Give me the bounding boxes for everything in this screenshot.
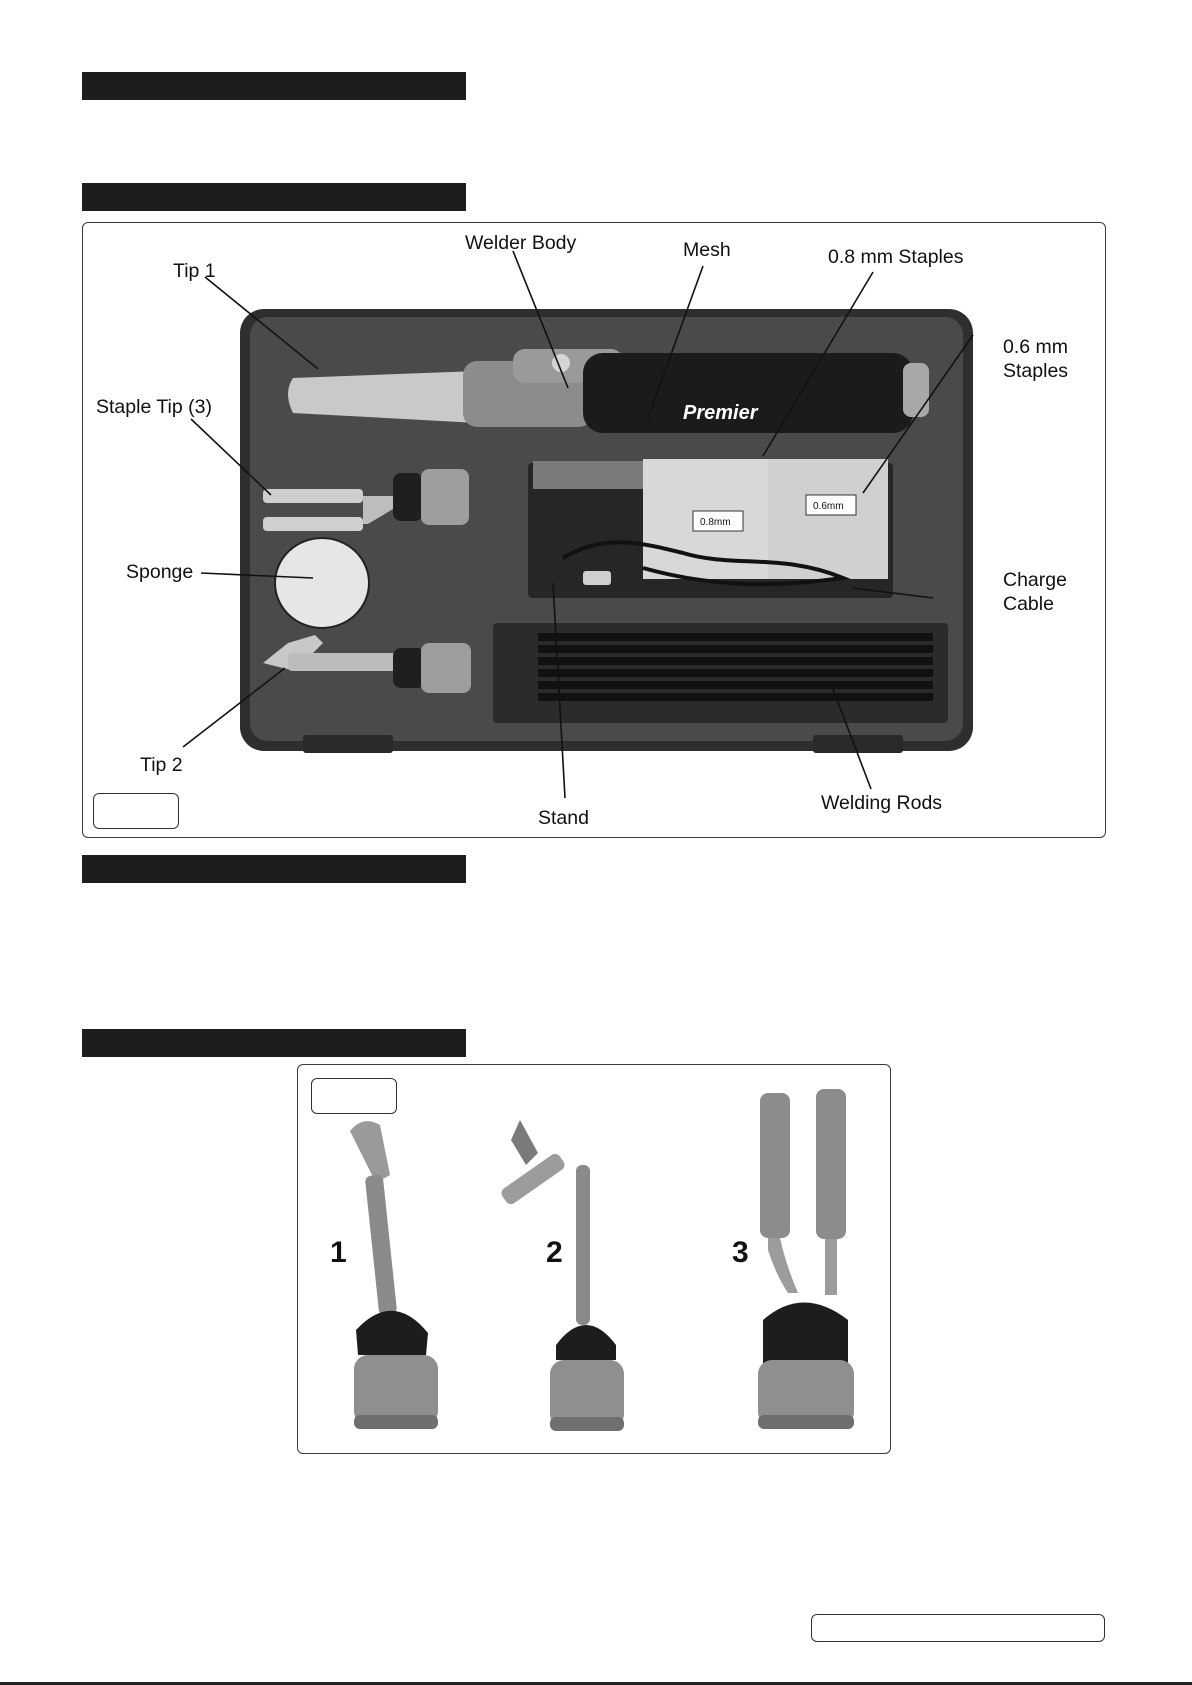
figure-tips [297, 1064, 891, 1454]
section-heading-bar-3 [82, 855, 466, 883]
callout-sponge: Sponge [126, 561, 194, 583]
section-heading-bar-4 [82, 1029, 466, 1057]
bag-08-label: 0.8mm [700, 517, 731, 528]
tip-2-photo [499, 1120, 624, 1431]
section-heading-bar-2 [82, 183, 466, 211]
callout-staples-08: 0.8 mm Staples [828, 246, 964, 268]
tip-number-2: 2 [546, 1236, 563, 1269]
section-heading-bar-1 [82, 72, 466, 100]
tip-number-1: 1 [330, 1236, 347, 1269]
callout-welder-body: Welder Body [465, 232, 577, 254]
bag-06-label: 0.6mm [813, 501, 844, 512]
callout-staple-tip: Staple Tip (3) [96, 396, 212, 418]
kit-case-photo [83, 223, 1105, 837]
callout-stand: Stand [538, 807, 589, 829]
callout-charge-cable: Charge Cable [1003, 569, 1067, 615]
tip-1-photo [350, 1121, 438, 1429]
figure-number-badge-2 [311, 1078, 397, 1114]
footer-reference-box [811, 1614, 1105, 1642]
tip-3-photo [758, 1089, 854, 1429]
callout-mesh: Mesh [683, 239, 731, 261]
tips-photo [298, 1065, 890, 1453]
callout-welding-rods: Welding Rods [821, 792, 943, 814]
figure-number-badge-1 [93, 793, 179, 829]
callout-tip-2: Tip 2 [140, 754, 183, 776]
welder-brand-label: Premier [683, 402, 758, 424]
sponge-shape [275, 538, 369, 628]
tip-number-3: 3 [732, 1236, 749, 1269]
callout-tip-1: Tip 1 [173, 260, 216, 282]
callout-staples-06: 0.6 mm Staples [1003, 336, 1069, 382]
figure-kit-contents [82, 222, 1106, 838]
